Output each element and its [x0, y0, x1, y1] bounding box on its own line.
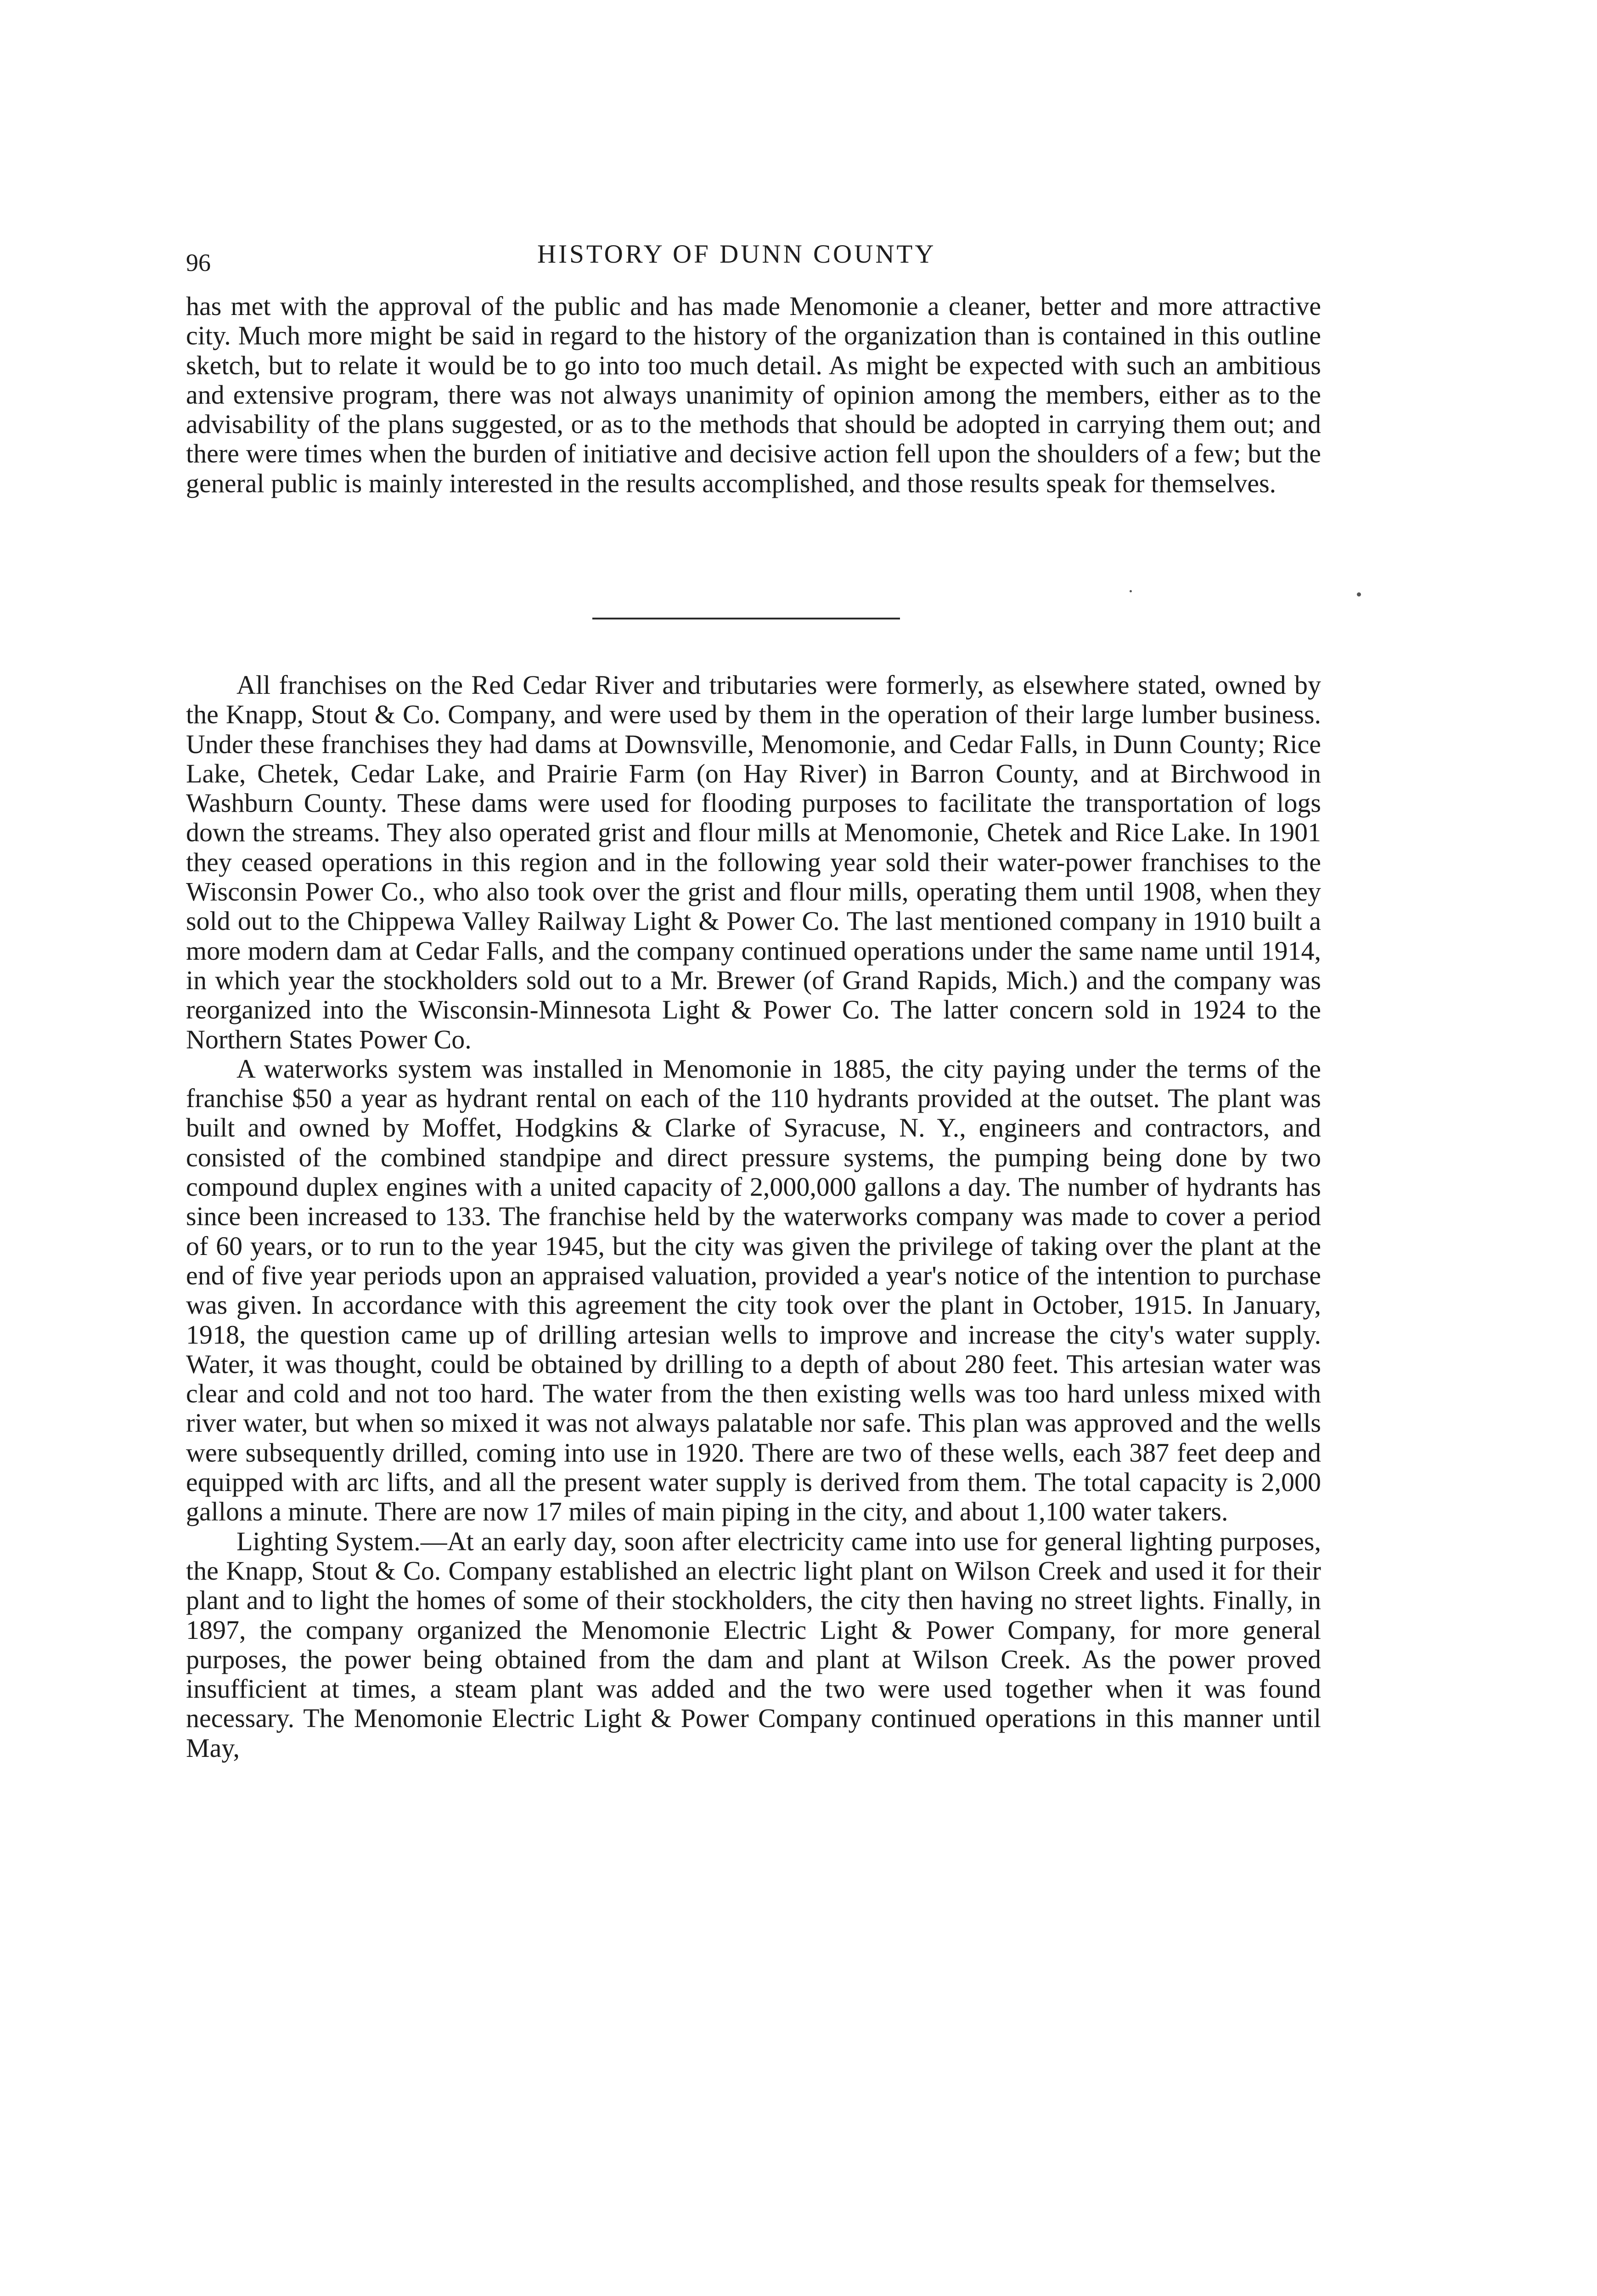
paragraph: All franchises on the Red Cedar River and tributaries were formerly, as elsewhere stated, owned by the Knapp, Stout & Co. Company, and were used by them in the operation of their large lumber business. Under these franchises they had dams at Downsville, Menomonie, and Cedar Falls, in Dunn County; Rice Lake, Chetek, Cedar Lake, and Prairie Farm (on Hay River) in Barron County, and at Birchwood in Washburn County. These dams were used for flooding purposes to facilitate the transportation of logs down the streams. They also operated grist and flour mills at Menomonie, Chetek and Rice Lake. In 1901 they ceased operations in this region and in the following year sold their water-power franchises to the Wisconsin Power Co., who also took over the grist and flour mills, operating them until 1908, when they sold out to the Chippewa Valley Railway Light & Power Co. The last mentioned company in 1910 built a more modern dam at Cedar Falls, and the company continued operations under the same name until 1914, in which year the stockholders sold out to a Mr. Brewer (of Grand Rapids, Mich.) and the company was reorganized into the Wisconsin-Minnesota Light & Power Co. The latter concern sold in 1924 to the Northern States Power Co.: [186, 670, 1321, 1054]
paragraph: has met with the approval of the public and has made Menomonie a cleaner, better and more attractive city. Much more might be said in regard to the history of the organization than is contained in this outline sketch, but to relate it would be to go into too much detail. As might be expected with such an ambitious and extensive program, there was not always unanimity of opinion among the members, either as to the advisability of the plans suggested, or as to the methods that should be adopted in carrying them out; and there were times when the burden of initiative and decisive action fell upon the shoulders of a few; but the general public is mainly interested in the results accomplished, and those results speak for themselves.: [186, 291, 1321, 498]
intro-text-block: [186, 292, 1321, 498]
page-number: 96: [186, 249, 211, 276]
scan-speck: [1130, 590, 1132, 592]
main-text-block: [186, 670, 1321, 1763]
scan-speck: [1357, 592, 1361, 597]
paragraph: A waterworks system was installed in Menomonie in 1885, the city paying under the terms of the franchise $50 a year as hydrant rental on each of the 110 hydrants provided at the outset. The plant was built and owned by Moffet, Hodgkins & Clarke of Syracuse, N. Y., engineers and contractors, and consisted of the combined standpipe and direct pressure systems, the pumping being done by two compound duplex engines with a united capacity of 2,000,000 gallons a day. The number of hydrants has since been increased to 133. The franchise held by the waterworks company was made to cover a period of 60 years, or to run to the year 1945, but the city was given the privilege of taking over the plant at the end of five year periods upon an appraised valuation, provided a year's notice of the intention to purchase was given. In accordance with this agreement the city took over the plant in October, 1915. In January, 1918, the question came up of drilling artesian wells to improve and increase the city's water supply. Water, it was thought, could be obtained by drilling to a depth of about 280 feet. This artesian water was clear and cold and not too hard. The water from the then existing wells was too hard unless mixed with river water, but when so mixed it was not always palatable nor safe. This plan was approved and the wells were subsequently drilled, coming into use in 1920. There are two of these wells, each 387 feet deep and equipped with arc lifts, and all the present water supply is derived from them. The total capacity is 2,000 gallons a minute. There are now 17 miles of main piping in the city, and about 1,100 water takers.: [186, 1053, 1321, 1527]
running-head: HISTORY OF DUNN COUNTY: [537, 240, 936, 269]
paragraph: Lighting System.—At an early day, soon after electricity came into use for general lighting purposes, the Knapp, Stout & Co. Company established an electric light plant on Wilson Creek and used it for their plant and to light the homes of some of their stockholders, the city then having no street lights. Finally, in 1897, the company organized the Menomonie Electric Light & Power Company, for more general purposes, the power being obtained from the dam and plant at Wilson Creek. As the power proved insufficient at times, a steam plant was added and the two were used together when it was found necessary. The Menomonie Electric Light & Power Company continued operations in this manner until May,: [186, 1526, 1321, 1763]
section-divider: [592, 618, 900, 619]
